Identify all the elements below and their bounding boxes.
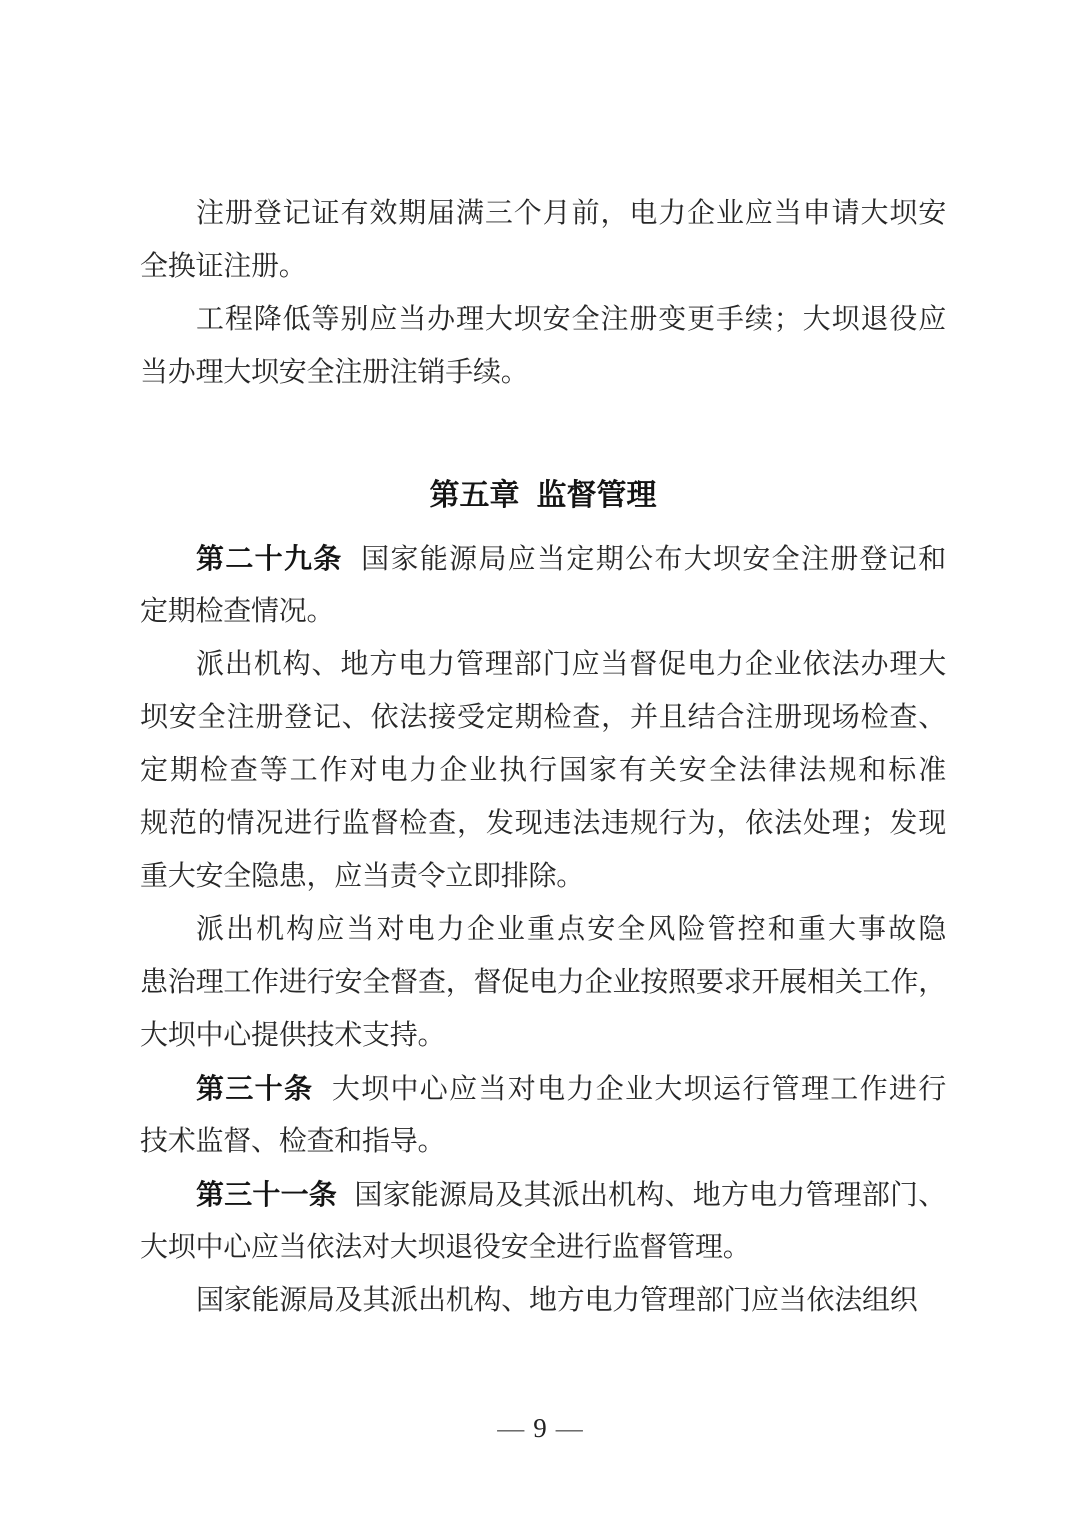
chapter-heading [140, 469, 946, 522]
article-29-number: 第二十九条 [196, 543, 343, 574]
text-line [140, 532, 946, 585]
text-line: 全换证注册。 [140, 251, 307, 282]
text-line: 派出机构、地方电力管理部门应当督促电力企业依法办理大 [196, 649, 946, 680]
text-line: 当办理大坝安全注册注销手续。 [140, 357, 529, 388]
article-30 [140, 1062, 946, 1168]
text-line: 派出机构应当对电力企业重点安全风险管控和重大事故隐 [196, 914, 946, 945]
text-line: 重大安全隐患，应当责令立即排除。 [140, 861, 585, 892]
text-line [140, 1168, 946, 1221]
footer-left-dash: — [497, 1413, 525, 1443]
text-line: 定期检查等工作对电力企业执行国家有关安全法律法规和标准 [140, 755, 946, 786]
para-change-cancellation [140, 293, 946, 399]
document-content [140, 187, 946, 1327]
para-risk-control [140, 903, 946, 1062]
text-line: 规范的情况进行监督检查，发现违法违规行为，依法处理；发现 [140, 808, 946, 839]
article-30-number: 第三十条 [196, 1073, 314, 1104]
text-line: 工程降低等别应当办理大坝安全注册变更手续；大坝退役应 [196, 304, 946, 335]
article-29 [140, 532, 946, 638]
page-number: 9 [533, 1413, 547, 1443]
text-line: 国家能源局及其派出机构、地方电力管理部门应当依法组织 [196, 1285, 918, 1316]
page-footer [0, 1402, 1080, 1455]
text-line: 大坝中心提供技术支持。 [140, 1020, 446, 1051]
para-supervision-duties [140, 638, 946, 903]
text-line: 患治理工作进行安全督查，督促电力企业按照要求开展相关工作， [140, 967, 946, 998]
article-31 [140, 1168, 946, 1274]
para-renewal-registration [140, 187, 946, 293]
chapter-number: 第五章 [429, 479, 520, 512]
text-line: 技术监督、检查和指导。 [140, 1126, 446, 1157]
text-line: 定期检查情况。 [140, 596, 335, 627]
article-29-text: 国家能源局应当定期公布大坝安全注册登记和 [359, 544, 946, 575]
para-organize [140, 1274, 946, 1327]
footer-right-dash: — [555, 1413, 583, 1443]
text-line: 大坝中心应当依法对大坝退役安全进行监督管理。 [140, 1232, 751, 1263]
article-31-number: 第三十一条 [196, 1179, 337, 1210]
chapter-title: 监督管理 [536, 479, 657, 512]
text-line: 注册登记证有效期届满三个月前，电力企业应当申请大坝安 [196, 198, 946, 229]
article-30-text: 大坝中心应当对电力企业大坝运行管理工作进行 [330, 1074, 946, 1105]
text-line [140, 1062, 946, 1115]
article-31-text: 国家能源局及其派出机构、地方电力管理部门、 [353, 1180, 946, 1211]
text-line: 坝安全注册登记、依法接受定期检查，并且结合注册现场检查、 [140, 702, 946, 733]
